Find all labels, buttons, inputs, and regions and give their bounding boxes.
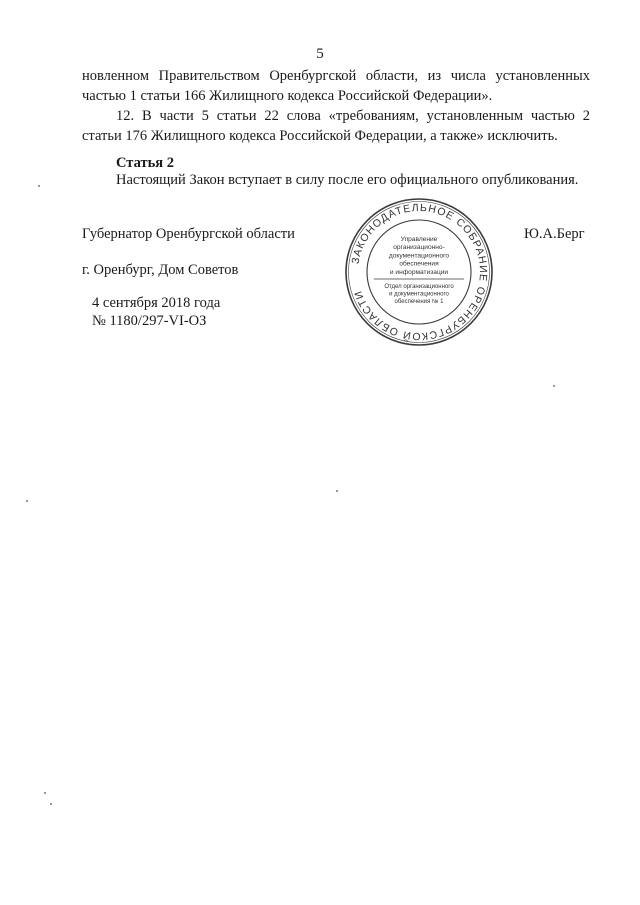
seal-outer-text: ЗАКОНОДАТЕЛЬНОЕ СОБРАНИЕ ОРЕНБУРГСКОЙ ОБЛАСТИ (349, 201, 490, 343)
signing-place: г. Оренбург, Дом Советов (82, 262, 239, 278)
official-seal-stamp (344, 197, 494, 347)
seal-inner-text: и информатизации (389, 268, 449, 276)
paragraph-line: частью 1 статьи 166 Жилищного кодекса Российской Федерации». (82, 88, 493, 104)
seal-inner-text: и документационного (389, 291, 449, 298)
paragraph-continuation (82, 66, 590, 106)
paragraph-line: статьи 176 Жилищного кодекса Российской Федерации, а также» исключить. (82, 128, 558, 144)
paragraph-item-12 (82, 106, 590, 146)
article-2-heading: Статья 2 (116, 155, 174, 171)
seal-inner-text: документационного (388, 252, 450, 260)
seal-inner-text: организационно- (393, 244, 445, 252)
article-2-body: Настоящий Закон вступает в силу после его официального опубликования. (116, 172, 579, 188)
seal-inner-text: обеспечения № 1 (394, 298, 444, 305)
seal-inner-text: обеспечения (399, 260, 439, 268)
page-number: 5 (316, 46, 324, 62)
signatory-name: Ю.А.Берг (524, 226, 585, 242)
law-number: № 1180/297-VI-ОЗ (92, 313, 207, 329)
seal-inner-text: Управление (400, 236, 438, 243)
paragraph-line: 12. В части 5 статьи 22 слова «требованиям, установленным частью 2 (116, 108, 590, 124)
seal-inner-text: Отдел организационного (384, 284, 454, 290)
signatory-title: Губернатор Оренбургской области (82, 226, 295, 242)
paragraph-line: новленном Правительством Оренбургской области, из числа установленных (82, 68, 590, 84)
signing-date: 4 сентября 2018 года (92, 295, 221, 311)
